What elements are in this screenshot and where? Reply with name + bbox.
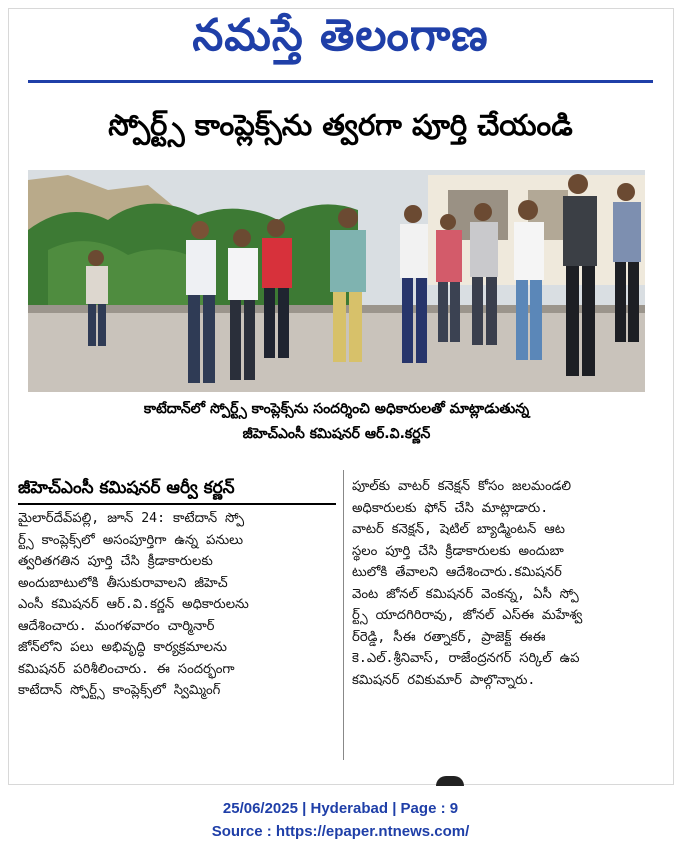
body-line: మైలార్‌దేవ్‌పల్లి, జూన్ 24: కాటేదాన్ స్పో [18, 511, 245, 526]
caption-line-2: జీహెచ్‌ఎంసీ కమిషనర్ ఆర్.వి.కర్ణన్ [242, 426, 431, 442]
subhead-underline [18, 503, 336, 505]
photo-image [28, 170, 645, 392]
footer-date-edition: 25/06/2025 | Hyderabad | Page : 9 [222, 800, 459, 817]
body-line: త్వరితగతిన పూర్తి చేసి క్రీడాకారులకు [18, 554, 213, 569]
body-line: ర్ట్స్ కాంప్లెక్స్‌లో అసంపూర్తిగా ఉన్న పనులు [18, 532, 244, 548]
body-line: వెంట జోనల్ కమిషనర్ వెంకన్న, ఏసీ స్పో [352, 586, 579, 602]
article-photo [28, 170, 645, 392]
newspaper-masthead: నమస్తే తెలంగాణ [192, 10, 489, 61]
body-line: అందుబాటులోకి తీసుకురావాలని జీహెచ్ [18, 575, 228, 591]
photo-caption [28, 397, 645, 447]
column-divider [343, 470, 344, 760]
article-headline: స్పోర్ట్స్ కాంప్లెక్స్‌ను త్వరగా పూర్తి చేయండి [108, 108, 573, 142]
footer-source: Source : https://epaper.ntnews.com/ [211, 823, 470, 840]
caption-line-1: కాటేదాన్‌లో స్పోర్ట్స్ కాంప్లెక్స్‌ను సందర్శించి అధికారులతో మాట్లాడుతున్న [143, 401, 530, 417]
body-line: కాటేదాన్ స్పోర్ట్స్ కాంప్లెక్స్‌లో స్విమ్మింగ్ [18, 683, 221, 698]
body-line: ఆదేశించారు. మంగళవారం చార్మినార్ [18, 618, 215, 634]
body-line: పూల్‌కు వాటర్ కనెక్షన్ కోసం జలమండలి [352, 479, 572, 494]
masthead-divider [28, 80, 653, 83]
body-line: కె.ఎల్.శ్రీనివాస్, రాజేంద్రనగర్ సర్కిల్ ఉప [352, 651, 580, 666]
article-body-right-column [352, 476, 667, 691]
article-subhead: జీహెచ్ఎంసీ కమిషనర్ ఆర్వీ కర్ణన్ [18, 478, 235, 498]
body-line: వాటర్ కనెక్షన్, షెటిల్ బ్యాడ్మింటన్ ఆట [352, 522, 565, 537]
body-line: కమిషనర్ పరిశీలించారు. ఈ సందర్భంగా [18, 661, 235, 677]
body-line: టులోకి తేవాలని ఆదేశించారు.కమిషనర్ [352, 565, 562, 580]
body-line: కమిషనర్ రవికుమార్ పాల్గొన్నారు. [352, 672, 536, 688]
body-line: స్థలం పూర్తి చేసి క్రీడాకారులకు అందుబా [352, 543, 564, 559]
body-line: ఎంసీ కమిషనర్ ఆర్.వి.కర్ణన్ అధికారులను [18, 597, 249, 612]
ink-mark [436, 776, 464, 786]
article-body-left-column [18, 508, 336, 702]
body-line: అధికారులకు ఫోన్ చేసి మాట్లాడారు. [352, 500, 549, 516]
body-line: జోన్‌లోని పలు అభివృద్ధి కార్యక్రమాలను [18, 640, 227, 655]
body-line: ర్ట్స్ యాదగిరిరావు, జోనల్ ఎస్ఈ మహేశ్వ [352, 608, 583, 623]
body-line: ర్‌రెడ్డి, సీఈ రత్నాకర్, ప్రాజెక్ట్ ఈఈ [352, 629, 546, 645]
